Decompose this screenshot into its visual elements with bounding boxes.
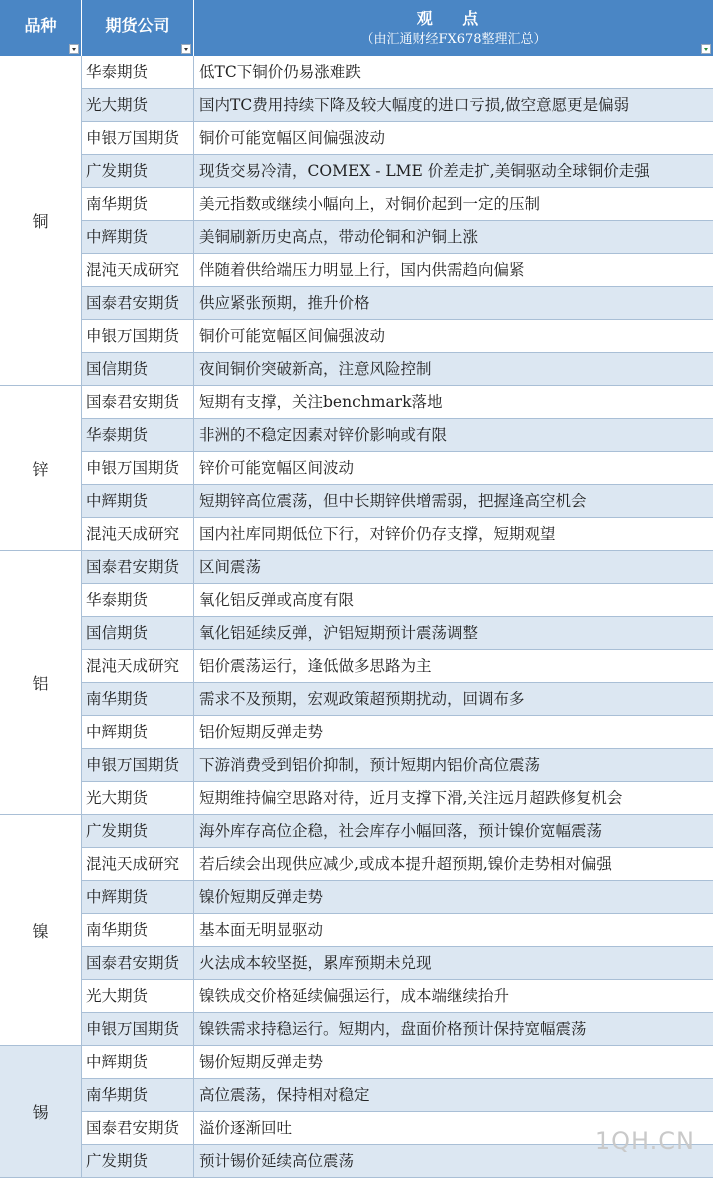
company-cell: 国信期货	[82, 353, 194, 385]
company-cell: 光大期货	[82, 980, 194, 1012]
table-row[interactable]	[82, 914, 713, 947]
table-row[interactable]	[82, 650, 713, 683]
view-cell: 铝价短期反弹走势	[199, 723, 324, 741]
view-cell: 美元指数或继续小幅向上，对铜价起到一定的压制	[199, 195, 541, 213]
table-row[interactable]	[82, 1079, 713, 1112]
table-row[interactable]	[82, 1046, 713, 1079]
view-cell: 夜间铜价突破新高，注意风险控制	[199, 360, 432, 378]
view-cell: 溢价逐渐回吐	[199, 1119, 293, 1137]
view-cell: 锌价可能宽幅区间波动	[199, 459, 355, 477]
company-cell: 中辉期货	[82, 221, 194, 253]
table-row[interactable]	[82, 617, 713, 650]
view-cell: 预计锡价延续高位震荡	[199, 1152, 355, 1170]
company-cell: 国信期货	[82, 617, 194, 649]
company-cell: 混沌天成研究	[82, 650, 194, 682]
company-cell: 中辉期货	[82, 716, 194, 748]
table-row[interactable]	[82, 980, 713, 1013]
view-cell: 火法成本较坚挺，累库预期未兑现	[199, 954, 432, 972]
table-header	[0, 0, 713, 56]
header-variety[interactable]	[0, 0, 82, 56]
header-view-label: 观 点	[416, 9, 491, 28]
table-row[interactable]	[82, 881, 713, 914]
company-cell: 南华期货	[82, 683, 194, 715]
view-cell: 非洲的不稳定因素对锌价影响或有限	[199, 426, 448, 444]
view-cell: 区间震荡	[199, 558, 262, 576]
header-view[interactable]	[194, 0, 713, 56]
view-cell: 铜价可能宽幅区间偏强波动	[199, 129, 386, 147]
table-row[interactable]	[82, 551, 713, 584]
company-cell: 广发期货	[82, 155, 194, 187]
view-cell: 下游消费受到铝价抑制，预计短期内铝价高位震荡	[199, 756, 541, 774]
view-cell: 铜价可能宽幅区间偏强波动	[199, 327, 386, 345]
company-cell: 国泰君安期货	[82, 551, 194, 583]
view-cell: 镍铁成交价格延续偏强运行，成本端继续抬升	[199, 987, 510, 1005]
view-cell: 供应紧张预期，推升价格	[199, 294, 370, 312]
view-cell: 铝价震荡运行，逢低做多思路为主	[199, 657, 432, 675]
table-row[interactable]	[82, 386, 713, 419]
view-cell: 短期锌高位震荡，但中长期锌供增需弱，把握逢高空机会	[199, 492, 587, 510]
view-cell: 低TC下铜价仍易涨难跌	[199, 63, 361, 81]
table-row[interactable]	[82, 122, 713, 155]
table-row[interactable]	[82, 716, 713, 749]
table-row[interactable]	[82, 749, 713, 782]
company-cell: 国泰君安期货	[82, 947, 194, 979]
company-cell: 华泰期货	[82, 56, 194, 88]
view-cell: 国内TC费用持续下降及较大幅度的进口亏损,做空意愿更是偏弱	[199, 96, 630, 114]
view-cell: 美铜刷新历史高点，带动伦铜和沪铜上涨	[199, 228, 479, 246]
view-cell: 短期有支撑，关注benchmark落地	[199, 393, 443, 411]
view-cell: 需求不及预期，宏观政策超预期扰动，回调布多	[199, 690, 525, 708]
view-cell: 海外库存高位企稳，社会库存小幅回落，预计镍价宽幅震荡	[199, 822, 603, 840]
view-cell: 若后续会出现供应减少,或成本提升超预期,镍价走势相对偏强	[199, 855, 612, 873]
filter-dropdown-icon[interactable]	[181, 44, 191, 54]
company-cell: 国泰君安期货	[82, 386, 194, 418]
table-row[interactable]	[82, 254, 713, 287]
watermark: 1QH.CN	[594, 1127, 695, 1155]
company-cell: 混沌天成研究	[82, 254, 194, 286]
view-cell: 镍铁需求持稳运行。短期内，盘面价格预计保持宽幅震荡	[199, 1020, 587, 1038]
table-row[interactable]	[82, 188, 713, 221]
company-cell: 光大期货	[82, 89, 194, 121]
variety-cell: 铜	[0, 56, 82, 386]
table-row[interactable]	[82, 419, 713, 452]
view-cell: 锡价短期反弹走势	[199, 1053, 324, 1071]
company-cell: 国泰君安期货	[82, 287, 194, 319]
variety-cell: 锡	[0, 1046, 82, 1178]
table-row[interactable]	[82, 56, 713, 89]
view-cell: 伴随着供给端压力明显上行，国内供需趋向偏紧	[199, 261, 525, 279]
company-cell: 申银万国期货	[82, 749, 194, 781]
company-cell: 混沌天成研究	[82, 848, 194, 880]
table-row[interactable]	[82, 221, 713, 254]
view-cell: 基本面无明显驱动	[199, 921, 324, 939]
table-row[interactable]	[82, 782, 713, 815]
table-row[interactable]	[82, 584, 713, 617]
company-cell: 申银万国期货	[82, 1013, 194, 1045]
header-variety-label: 品种	[24, 16, 57, 35]
view-cell: 现货交易冷清，COMEX - LME 价差走扩,美铜驱动全球铜价走强	[199, 162, 650, 180]
variety-cell: 锌	[0, 386, 82, 551]
view-cell: 高位震荡，保持相对稳定	[199, 1086, 370, 1104]
view-cell: 氧化铝延续反弹，沪铝短期预计震荡调整	[199, 624, 479, 642]
variety-cell: 铝	[0, 551, 82, 815]
company-cell: 南华期货	[82, 1079, 194, 1111]
company-cell: 中辉期货	[82, 881, 194, 913]
company-cell: 中辉期货	[82, 1046, 194, 1078]
company-cell: 南华期货	[82, 188, 194, 220]
company-cell: 南华期货	[82, 914, 194, 946]
view-cell: 镍价短期反弹走势	[199, 888, 324, 906]
header-view-sublabel: （由汇通财经FX678整理汇总）	[360, 32, 547, 47]
company-cell: 国泰君安期货	[82, 1112, 194, 1144]
view-cell: 短期维持偏空思路对待，近月支撑下滑,关注远月超跌修复机会	[199, 789, 623, 807]
view-cell: 国内社库同期低位下行，对锌价仍存支撑，短期观望	[199, 525, 556, 543]
table-row[interactable]	[82, 815, 713, 848]
company-cell: 华泰期货	[82, 419, 194, 451]
table-row[interactable]	[82, 353, 713, 386]
company-cell: 光大期货	[82, 782, 194, 814]
table-row[interactable]	[82, 848, 713, 881]
table-row[interactable]	[82, 485, 713, 518]
company-cell: 申银万国期货	[82, 122, 194, 154]
company-cell: 广发期货	[82, 1145, 194, 1177]
company-cell: 申银万国期货	[82, 320, 194, 352]
table-row[interactable]	[82, 287, 713, 320]
filter-active-icon[interactable]	[701, 44, 711, 54]
table-row[interactable]	[82, 947, 713, 980]
table-row[interactable]	[82, 320, 713, 353]
table-row[interactable]	[82, 89, 713, 122]
header-company-label: 期货公司	[105, 16, 170, 35]
filter-dropdown-icon[interactable]	[69, 44, 79, 54]
company-cell: 华泰期货	[82, 584, 194, 616]
variety-cell: 镍	[0, 815, 82, 1046]
table-row[interactable]	[82, 1013, 713, 1046]
view-cell: 氧化铝反弹或高度有限	[199, 591, 355, 609]
company-cell: 广发期货	[82, 815, 194, 847]
company-cell: 申银万国期货	[82, 452, 194, 484]
table-row[interactable]	[82, 518, 713, 551]
company-cell: 混沌天成研究	[82, 518, 194, 550]
table-row[interactable]	[82, 452, 713, 485]
company-cell: 中辉期货	[82, 485, 194, 517]
header-company[interactable]	[82, 0, 194, 56]
table-row[interactable]	[82, 683, 713, 716]
table-row[interactable]	[82, 155, 713, 188]
